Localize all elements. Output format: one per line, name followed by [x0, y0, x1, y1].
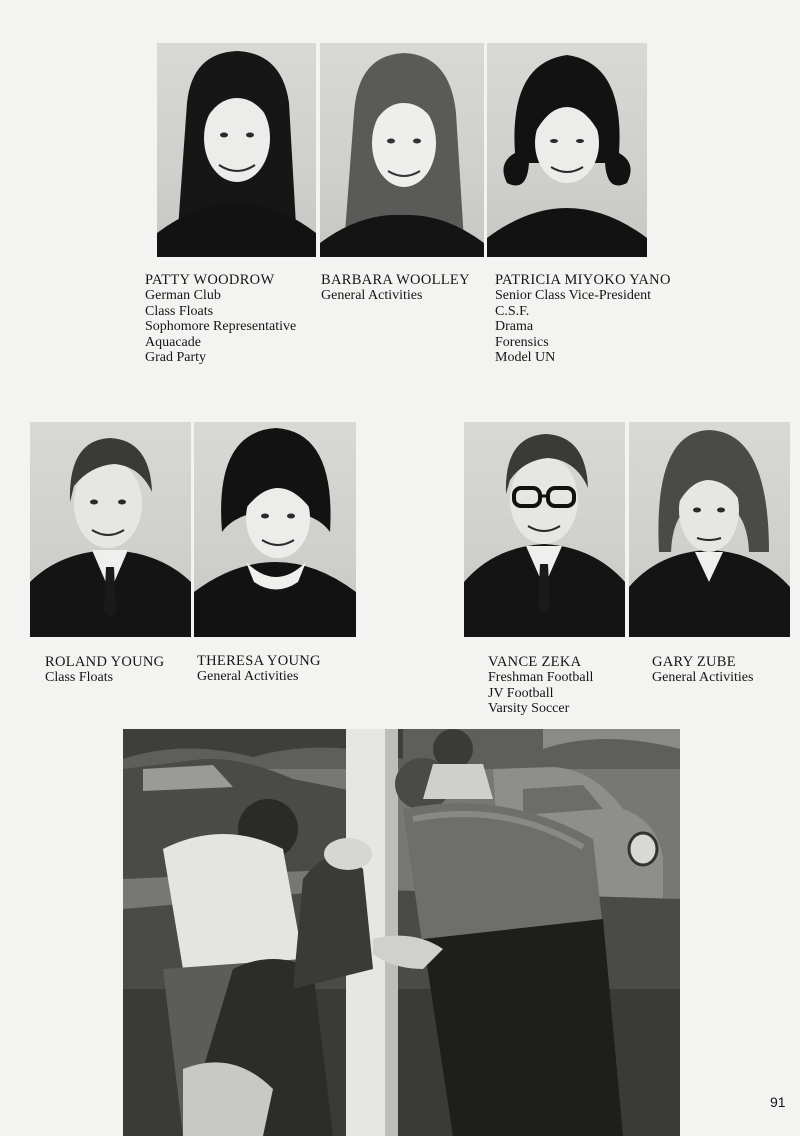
activity: Class Floats [45, 670, 114, 686]
caption-theresa-young [197, 654, 321, 685]
student-name: VANCE ZEKA [488, 654, 582, 670]
activity: C.S.F. [495, 303, 530, 319]
portrait-theresa-young [194, 422, 356, 637]
activity: Grad Party [145, 350, 207, 366]
portrait-gary-zube [629, 422, 790, 637]
activity: German Club [145, 288, 221, 304]
portrait-roland-young [30, 422, 191, 637]
caption-patricia-miyoko-yano [495, 273, 671, 365]
caption-gary-zube [652, 655, 753, 686]
portrait-patty-woodrow [157, 43, 316, 257]
caption-patty-woodrow [145, 273, 296, 365]
candid-group-photo [123, 729, 680, 1136]
student-name: ROLAND YOUNG [45, 654, 165, 670]
activity: Model UN [495, 350, 556, 366]
caption-barbara-woolley [321, 273, 470, 304]
caption-roland-young [45, 655, 164, 686]
portrait-vance-zeka [464, 422, 625, 637]
student-name: GARY ZUBE [652, 654, 736, 670]
student-name: PATTY WOODROW [145, 272, 275, 288]
activity: Forensics [495, 334, 549, 350]
activity: Senior Class Vice-President [495, 288, 651, 304]
activity: JV Football [488, 685, 554, 701]
activity: Freshman Football [488, 670, 594, 686]
student-name: PATRICIA MIYOKO YANO [495, 272, 671, 288]
activity: Sophomore Representative [145, 319, 297, 335]
activity: Varsity Soccer [488, 701, 570, 717]
student-name: THERESA YOUNG [197, 653, 321, 669]
caption-vance-zeka [488, 655, 593, 717]
activity: General Activities [197, 669, 299, 685]
activity: General Activities [321, 288, 423, 304]
page-number: 91 [770, 1094, 786, 1110]
activity: Class Floats [145, 303, 214, 319]
activity: Aquacade [145, 334, 201, 350]
activity: Drama [495, 319, 534, 335]
portrait-patricia-miyoko-yano [487, 43, 647, 257]
student-name: BARBARA WOOLLEY [321, 272, 470, 288]
portrait-barbara-woolley [320, 43, 484, 257]
activity: General Activities [652, 670, 754, 686]
